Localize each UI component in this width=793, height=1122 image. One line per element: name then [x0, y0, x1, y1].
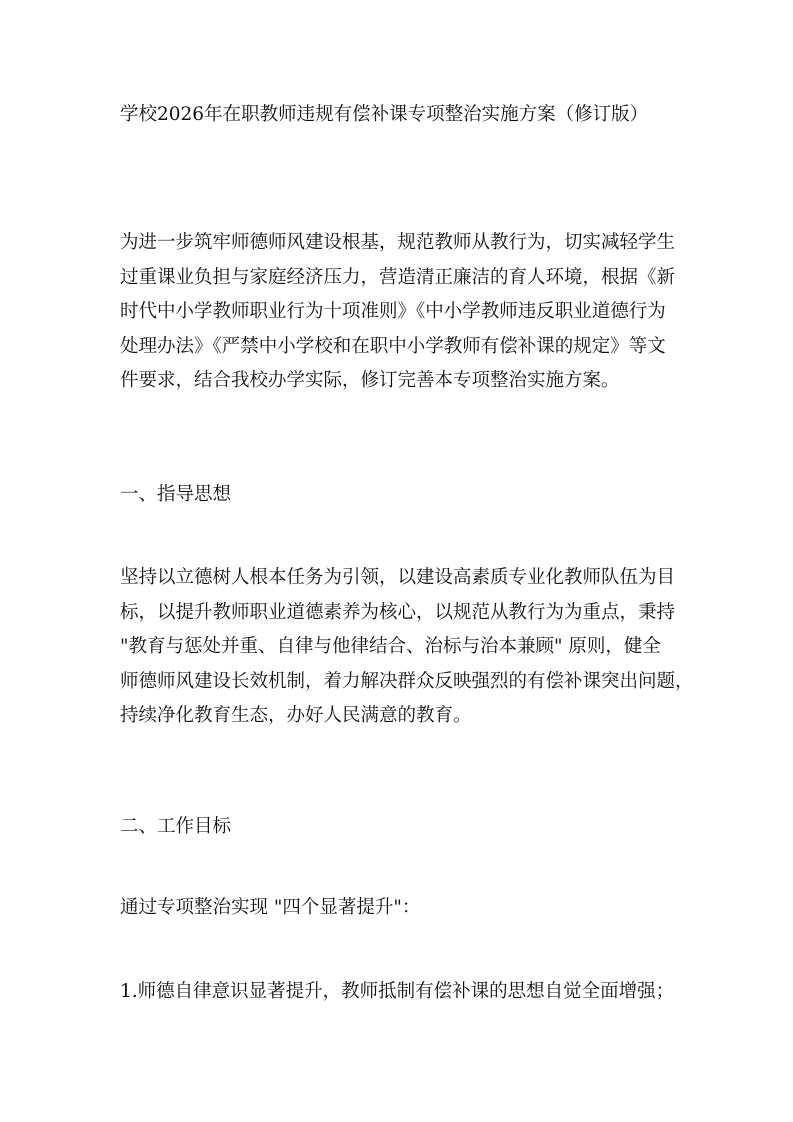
guiding-line: 师德师风建设长效机制，着力解决群众反映强烈的有偿补课突出问题，: [120, 670, 694, 692]
intro-line: 过重课业负担与家庭经济压力，营造清正廉洁的育人环境，根据《新: [120, 266, 676, 288]
guiding-line: 持续净化教育生态，办好人民满意的教育。: [120, 705, 472, 726]
document-title: 学校2026年在职教师违规有偿补课专项整治实施方案（修订版）: [120, 104, 649, 125]
guiding-ideology-paragraph: [120, 561, 694, 734]
intro-line: 件要求，结合我校办学实际，修订完善本专项整治实施方案。: [120, 370, 620, 391]
goal-item-1: 1.师德自律意识显著提升，教师抵制有偿补课的思想自觉全面增强；: [120, 981, 675, 1002]
intro-line: 处理办法》《严禁中小学校和在职中小学教师有偿补课的规定》等文: [120, 335, 666, 357]
intro-line: 为进一步筑牢师德师风建设根基，规范教师从教行为，切实减轻学生: [120, 232, 676, 253]
section-heading-guiding-ideology: 一、指导思想: [120, 484, 232, 505]
intro-line: 时代中小学教师职业行为十项准则》《中小学教师违反职业道德行为: [120, 301, 666, 322]
work-goals-intro: 通过专项整治实现 "四个显著提升"：: [120, 897, 421, 918]
guiding-line: "教育与惩处并重、自律与他律结合、治标与治本兼顾" 原则，健全: [120, 636, 661, 657]
guiding-line: 坚持以立德树人根本任务为引领，以建设高素质专业化教师队伍为目: [120, 567, 676, 588]
section-heading-work-goals: 二、工作目标: [120, 816, 232, 837]
guiding-line: 标，以提升教师职业道德素养为核心，以规范从教行为为重点，秉持: [120, 601, 676, 623]
intro-paragraph: [120, 226, 676, 399]
